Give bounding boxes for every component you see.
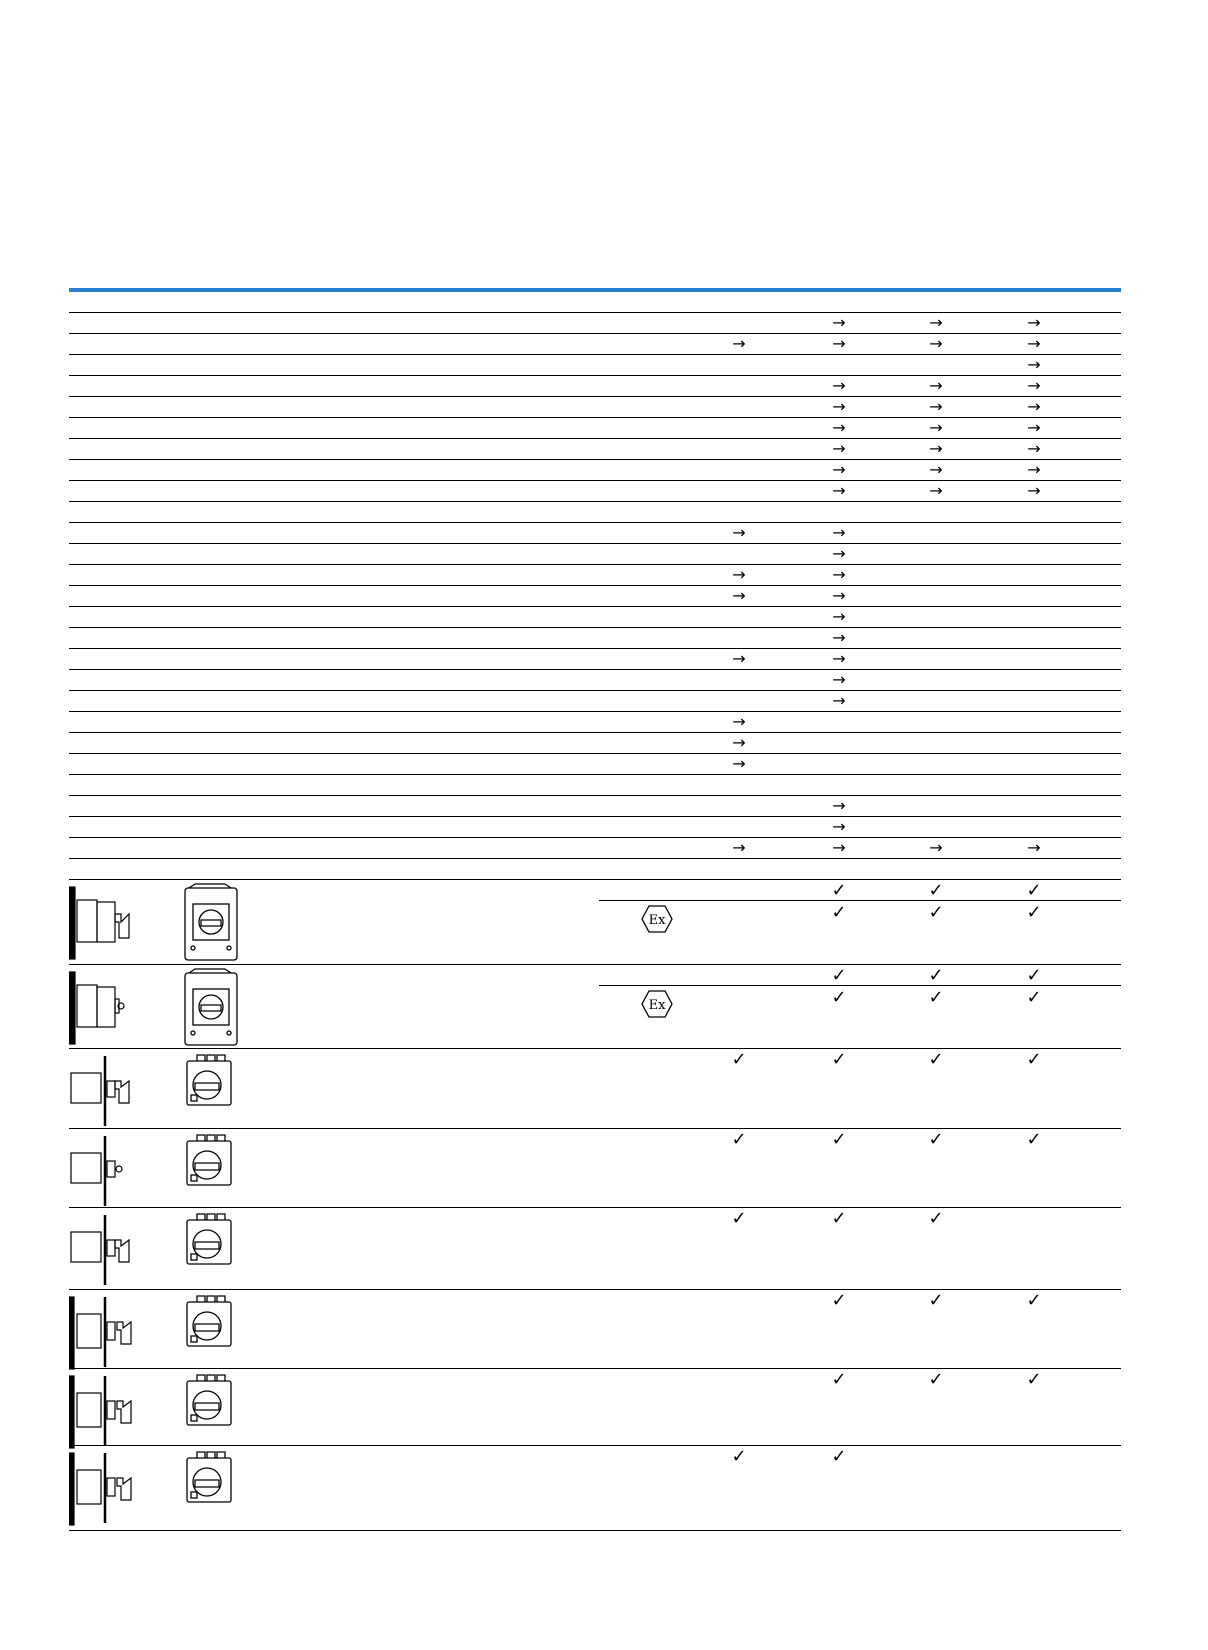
check-icon: ✓	[1026, 987, 1042, 1008]
check-icon: ✓	[831, 987, 847, 1008]
arrow-right-icon: →	[732, 586, 746, 605]
arrow-right-icon: →	[832, 418, 846, 437]
check-icon: ✓	[1026, 1049, 1042, 1070]
arrow-right-icon: →	[929, 334, 943, 353]
arrow-right-icon: →	[832, 838, 846, 857]
product-row	[69, 880, 1121, 965]
switch-front-view-icon	[177, 1448, 247, 1528]
switch-front-view-icon	[177, 1131, 247, 1211]
table-row	[69, 502, 1121, 523]
arrow-right-icon: →	[732, 733, 746, 752]
mounting-side-view-icon	[69, 1051, 149, 1131]
svg-text:Ex: Ex	[648, 998, 666, 1013]
check-icon: ✓	[831, 1208, 847, 1229]
check-icon: ✓	[928, 1129, 944, 1150]
table-row	[69, 775, 1121, 796]
arrow-right-icon: →	[1027, 355, 1041, 374]
check-icon: ✓	[928, 1049, 944, 1070]
arrow-right-icon: →	[832, 817, 846, 836]
table-row	[69, 481, 1121, 502]
check-icon: ✓	[928, 880, 944, 901]
check-icon: ✓	[731, 1208, 747, 1229]
check-icon: ✓	[831, 880, 847, 901]
table-row	[69, 733, 1121, 754]
table-row	[69, 334, 1121, 355]
arrow-right-icon: →	[832, 481, 846, 500]
arrow-right-icon: →	[929, 481, 943, 500]
arrow-right-icon: →	[929, 439, 943, 458]
product-row	[69, 1369, 1121, 1446]
table-row	[69, 565, 1121, 586]
mounting-side-view-icon	[69, 1210, 149, 1290]
table-row	[69, 397, 1121, 418]
arrow-right-icon: →	[832, 523, 846, 542]
arrow-right-icon: →	[732, 838, 746, 857]
check-icon: ✓	[928, 1369, 944, 1390]
table-row	[69, 523, 1121, 544]
arrow-right-icon: →	[929, 376, 943, 395]
arrow-right-icon: →	[929, 418, 943, 437]
mounting-side-view-icon	[69, 1371, 149, 1451]
arrow-right-icon: →	[732, 649, 746, 668]
check-icon: ✓	[831, 902, 847, 923]
arrow-right-icon: →	[1027, 397, 1041, 416]
check-icon: ✓	[731, 1129, 747, 1150]
arrow-right-icon: →	[1027, 313, 1041, 332]
atex-ex-icon	[641, 904, 673, 934]
arrow-right-icon: →	[832, 565, 846, 584]
arrow-right-icon: →	[832, 670, 846, 689]
arrow-right-icon: →	[832, 313, 846, 332]
arrow-right-icon: →	[832, 460, 846, 479]
table-row	[69, 859, 1121, 880]
product-row	[69, 1208, 1121, 1290]
product-row	[69, 965, 1121, 1049]
check-icon: ✓	[1026, 1129, 1042, 1150]
arrow-right-icon: →	[732, 712, 746, 731]
check-icon: ✓	[928, 987, 944, 1008]
table-row	[69, 355, 1121, 376]
switch-front-view-icon	[177, 1051, 247, 1131]
mounting-side-view-icon	[69, 1131, 149, 1211]
table-row	[69, 586, 1121, 607]
check-icon: ✓	[731, 1446, 747, 1467]
table-row	[69, 796, 1121, 817]
table-row	[69, 313, 1121, 334]
check-icon: ✓	[831, 1049, 847, 1070]
table-row	[69, 817, 1121, 838]
arrow-right-icon: →	[1027, 418, 1041, 437]
table-row	[69, 712, 1121, 733]
arrow-right-icon: →	[832, 607, 846, 626]
table-row	[69, 628, 1121, 649]
arrow-right-icon: →	[832, 439, 846, 458]
mounting-side-view-icon	[69, 1292, 149, 1372]
check-icon: ✓	[831, 1290, 847, 1311]
table-row	[69, 670, 1121, 691]
arrow-right-icon: →	[832, 628, 846, 647]
check-icon: ✓	[1026, 1369, 1042, 1390]
table-row	[69, 649, 1121, 670]
arrow-right-icon: →	[1027, 439, 1041, 458]
switch-front-view-icon	[177, 882, 247, 962]
check-icon: ✓	[1026, 880, 1042, 901]
check-icon: ✓	[831, 1446, 847, 1467]
arrow-right-icon: →	[832, 796, 846, 815]
table-row	[69, 607, 1121, 628]
check-icon: ✓	[928, 902, 944, 923]
arrow-right-icon: →	[832, 691, 846, 710]
arrow-right-icon: →	[929, 838, 943, 857]
divider	[599, 985, 1121, 986]
table-row	[69, 418, 1121, 439]
table-row	[69, 691, 1121, 712]
switch-front-view-icon	[177, 967, 247, 1047]
arrow-right-icon: →	[832, 397, 846, 416]
arrow-right-icon: →	[929, 313, 943, 332]
check-icon: ✓	[1026, 965, 1042, 986]
arrow-right-icon: →	[832, 649, 846, 668]
svg-text:Ex: Ex	[648, 913, 666, 928]
table-row	[69, 838, 1121, 859]
product-row	[69, 1290, 1121, 1369]
check-icon: ✓	[831, 1369, 847, 1390]
arrow-right-icon: →	[732, 334, 746, 353]
product-rows	[69, 880, 1121, 1531]
arrow-right-icon: →	[732, 523, 746, 542]
divider	[599, 900, 1121, 901]
switch-front-view-icon	[177, 1371, 247, 1451]
arrow-right-icon: →	[1027, 334, 1041, 353]
arrow-right-icon: →	[832, 376, 846, 395]
product-row	[69, 1049, 1121, 1129]
product-row	[69, 1446, 1121, 1531]
check-icon: ✓	[1026, 902, 1042, 923]
arrow-right-icon: →	[929, 397, 943, 416]
check-icon: ✓	[731, 1049, 747, 1070]
selection-table	[69, 292, 1121, 1531]
mounting-side-view-icon	[69, 967, 149, 1047]
check-icon: ✓	[928, 1208, 944, 1229]
switch-front-view-icon	[177, 1292, 247, 1372]
check-icon: ✓	[831, 965, 847, 986]
check-icon: ✓	[928, 1290, 944, 1311]
product-row	[69, 1129, 1121, 1208]
table-row	[69, 460, 1121, 481]
arrow-right-icon: →	[1027, 481, 1041, 500]
atex-ex-icon	[641, 989, 673, 1019]
table-row	[69, 544, 1121, 565]
table-row	[69, 754, 1121, 775]
arrow-right-icon: →	[832, 544, 846, 563]
arrow-right-icon: →	[1027, 460, 1041, 479]
arrow-right-icon: →	[732, 565, 746, 584]
arrow-right-icon: →	[832, 586, 846, 605]
arrow-right-icon: →	[929, 460, 943, 479]
check-icon: ✓	[928, 965, 944, 986]
check-icon: ✓	[1026, 1290, 1042, 1311]
table-row	[69, 376, 1121, 397]
table-row	[69, 292, 1121, 313]
arrow-right-icon: →	[1027, 838, 1041, 857]
check-icon: ✓	[831, 1129, 847, 1150]
arrow-right-icon: →	[1027, 376, 1041, 395]
mounting-side-view-icon	[69, 882, 149, 962]
arrow-right-icon: →	[732, 754, 746, 773]
arrow-rows	[69, 292, 1121, 880]
switch-front-view-icon	[177, 1210, 247, 1290]
table-row	[69, 439, 1121, 460]
arrow-right-icon: →	[832, 334, 846, 353]
mounting-side-view-icon	[69, 1448, 149, 1528]
